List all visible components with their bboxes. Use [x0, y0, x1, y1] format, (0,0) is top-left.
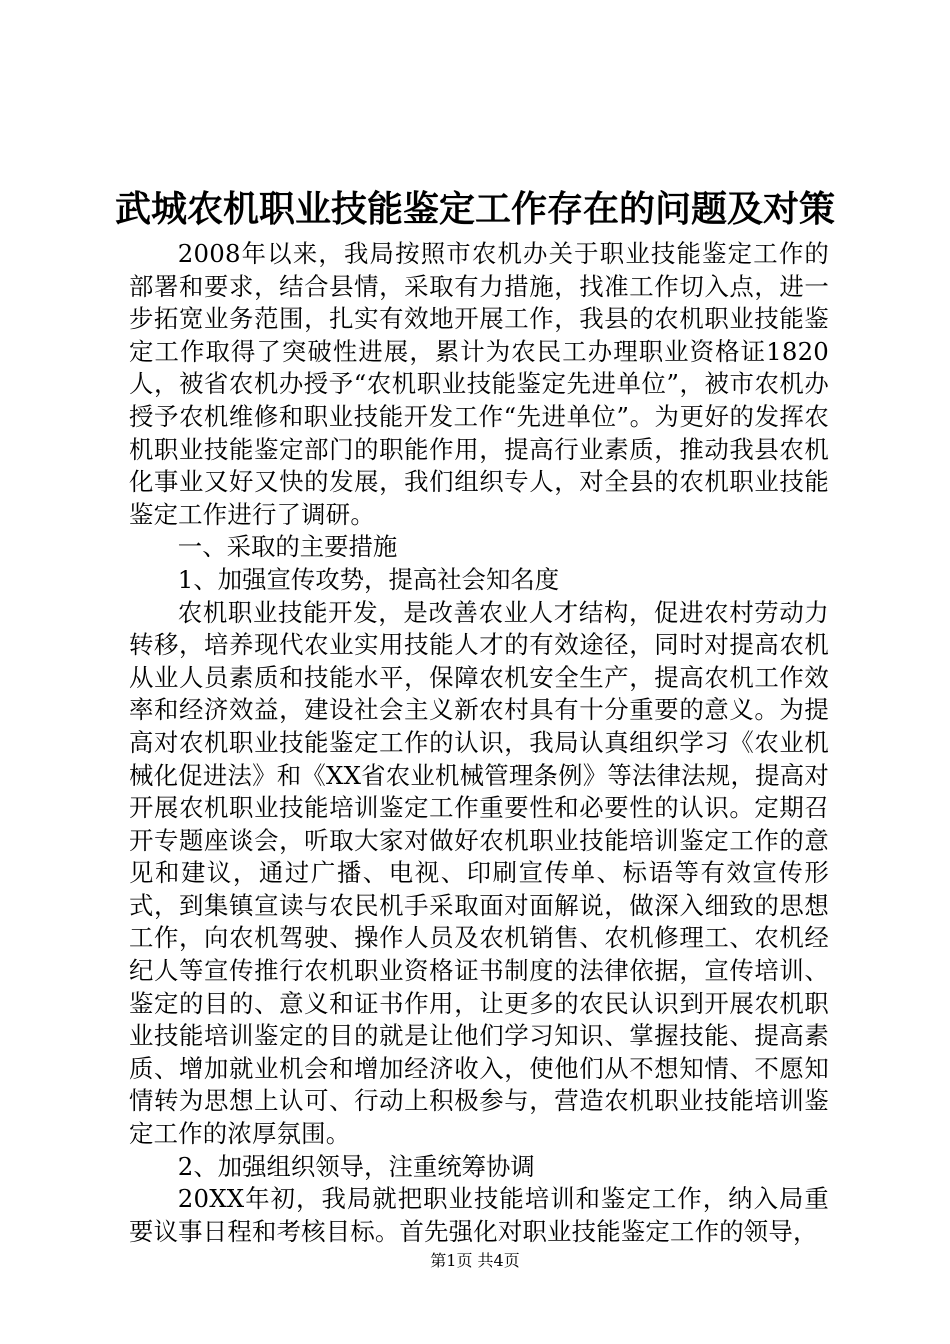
document-body: [129, 238, 829, 1248]
subsection-heading-leadership: 2、加强组织领导，注重统筹协调: [177, 1151, 535, 1181]
publicity-paragraph: 农机职业技能开发，是改善农业人才结构，促进农村劳动力转移，培养现代农业实用技能人才的有效途径，同时对提高农机从业人员素质和技能水平，保障农机安全生产，提高农机工作效率和经济效益，建设社会主义新农村具有十分重要的意义。为提高对农机职业技能鉴定工作的认识，我局认真组织学习《农业机械化促进法》和《XX省农业机械管理条例》等法律法规，提高对开展农机职业技能培训鉴定工作重要性和必要性的认识。定期召开专题座谈会，听取大家对做好农机职业技能培训鉴定工作的意见和建议，通过广播、电视、印刷宣传单、标语等有效宣传形式，到集镇宣读与农民机手采取面对面解说，做深入细致的思想工作，向农机驾驶、操作人员及农机销售、农机修理工、农机经纪人等宣传推行农机职业资格证书制度的法律依据，宣传培训、鉴定的目的、意义和证书作用，让更多的农民认识到开展农机职业技能培训鉴定的目的就是让他们学习知识、掌握技能、提高素质、增加就业机会和增加经济收入，使他们从不想知情、不愿知情转为思想上认可、行动上积极参与，营造农机职业技能培训鉴定工作的浓厚氛围。: [129, 597, 829, 1149]
subsection-heading-publicity: 1、加强宣传攻势，提高社会知名度: [177, 564, 560, 594]
page-number-footer: 第1页 共4页: [430, 1251, 520, 1270]
section-heading-measures: 一、采取的主要措施: [177, 532, 398, 562]
document-title: 武城农机职业技能鉴定工作存在的问题及对策: [114, 188, 835, 230]
intro-paragraph: 2008年以来，我局按照市农机办关于职业技能鉴定工作的部署和要求，结合县情，采取有力措施，找准工作切入点，进一步拓宽业务范围，扎实有效地开展工作，我县的农机职业技能鉴定工作取得了突破性进展，累计为农民工办理职业资格证1820人，被省农机办授予“农机职业技能鉴定先进单位”，被市农机办授予农机维修和职业技能开发工作“先进单位”。为更好的发挥农机职业技能鉴定部门的职能作用，提高行业素质，推动我县农机化事业又好又快的发展，我们组织专人，对全县的农机职业技能鉴定工作进行了调研。: [129, 239, 829, 529]
leadership-paragraph: 20XX年初，我局就把职业技能培训和鉴定工作，纳入局重要议事日程和考核目标。首先强化对职业技能鉴定工作的领导，: [129, 1184, 829, 1246]
